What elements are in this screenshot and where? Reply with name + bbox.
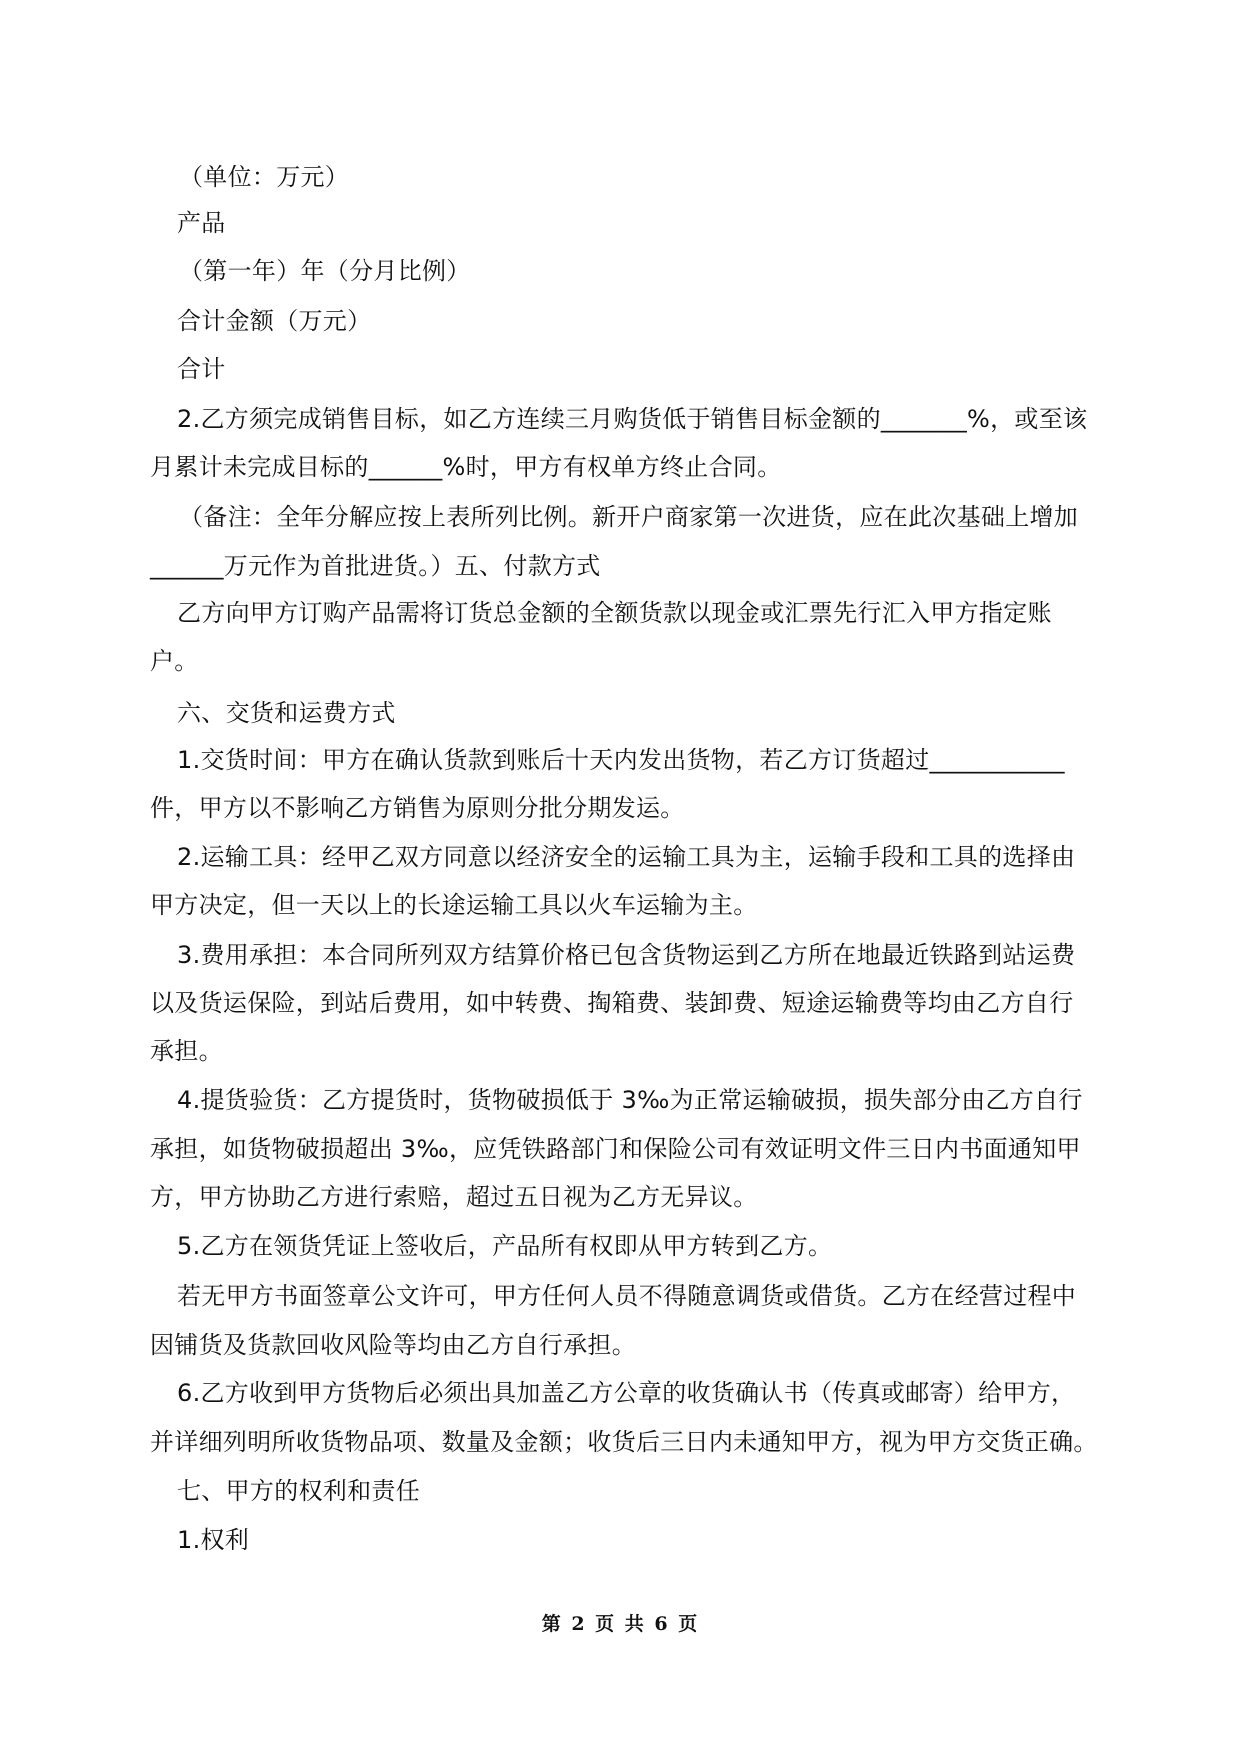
text-line: 1.权利 (177, 1526, 250, 1554)
text-line: 4.提货验货：乙方提货时，货物破损低于 3‰为正常运输破损，损失部分由乙方自行 (177, 1086, 1083, 1114)
text-line: 若无甲方书面签章公文许可，甲方任何人员不得随意调货或借货。乙方在经营过程中 (177, 1282, 1077, 1310)
page-number-footer: 第 2 页 共 6 页 (541, 1613, 700, 1635)
text-line: 户。 (150, 647, 199, 675)
text-line: 件，甲方以不影响乙方销售为原则分批分期发运。 (150, 794, 685, 822)
text-line: 5.乙方在领货凭证上签收后，产品所有权即从甲方转到乙方。 (177, 1232, 833, 1260)
text-line: 以及货运保险，到站后费用，如中转费、掏箱费、装卸费、短途运输费等均由乙方自行 (150, 989, 1074, 1017)
text-line: 2.运输工具：经甲乙双方同意以经济安全的运输工具为主，运输手段和工具的选择由 (177, 843, 1076, 871)
text-line: （单位：万元） (179, 163, 350, 191)
text-line: 产品 (177, 209, 226, 237)
section-heading: 六、交货和运费方式 (177, 699, 396, 727)
text-line: 3.费用承担：本合同所列双方结算价格已包含货物运到乙方所在地最近铁路到站运费 (177, 941, 1076, 969)
text-line: 并详细列明所收货物品项、数量及金额；收货后三日内未通知甲方，视为甲方交货正确。 (150, 1428, 1098, 1456)
text-line: ______万元作为首批进货。）五、付款方式 (150, 552, 601, 580)
text-line: 甲方决定，但一天以上的长途运输工具以火车运输为主。 (150, 891, 758, 919)
text-line: 因铺货及货款回收风险等均由乙方自行承担。 (150, 1331, 636, 1359)
text-line: 乙方向甲方订购产品需将订货总金额的全额货款以现金或汇票先行汇入甲方指定账 (177, 599, 1052, 627)
text-line: （备注：全年分解应按上表所列比例。新开户商家第一次进货，应在此次基础上增加 (179, 503, 1079, 531)
text-line: 合计 (177, 355, 226, 383)
section-heading: 七、甲方的权利和责任 (177, 1477, 420, 1505)
text-line: 承担。 (150, 1037, 223, 1065)
text-line: 方，甲方协助乙方进行索赔，超过五日视为乙方无异议。 (150, 1183, 758, 1211)
text-line: 月累计未完成目标的______%时，甲方有权单方终止合同。 (150, 453, 782, 481)
text-line: 承担，如货物破损超出 3‰，应凭铁路部门和保险公司有效证明文件三日内书面通知甲 (150, 1135, 1081, 1163)
text-line: 6.乙方收到甲方货物后必须出具加盖乙方公章的收货确认书（传真或邮寄）给甲方， (177, 1379, 1076, 1407)
text-line: （第一年）年（分月比例） (179, 257, 471, 285)
text-line: 1.交货时间：甲方在确认货款到账后十天内发出货物，若乙方订货超过___________ (177, 746, 1065, 774)
text-line: 2.乙方须完成销售目标，如乙方连续三月购货低于销售目标金额的_______%，或至该 (177, 405, 1088, 433)
text-line: 合计金额（万元） (177, 307, 372, 335)
